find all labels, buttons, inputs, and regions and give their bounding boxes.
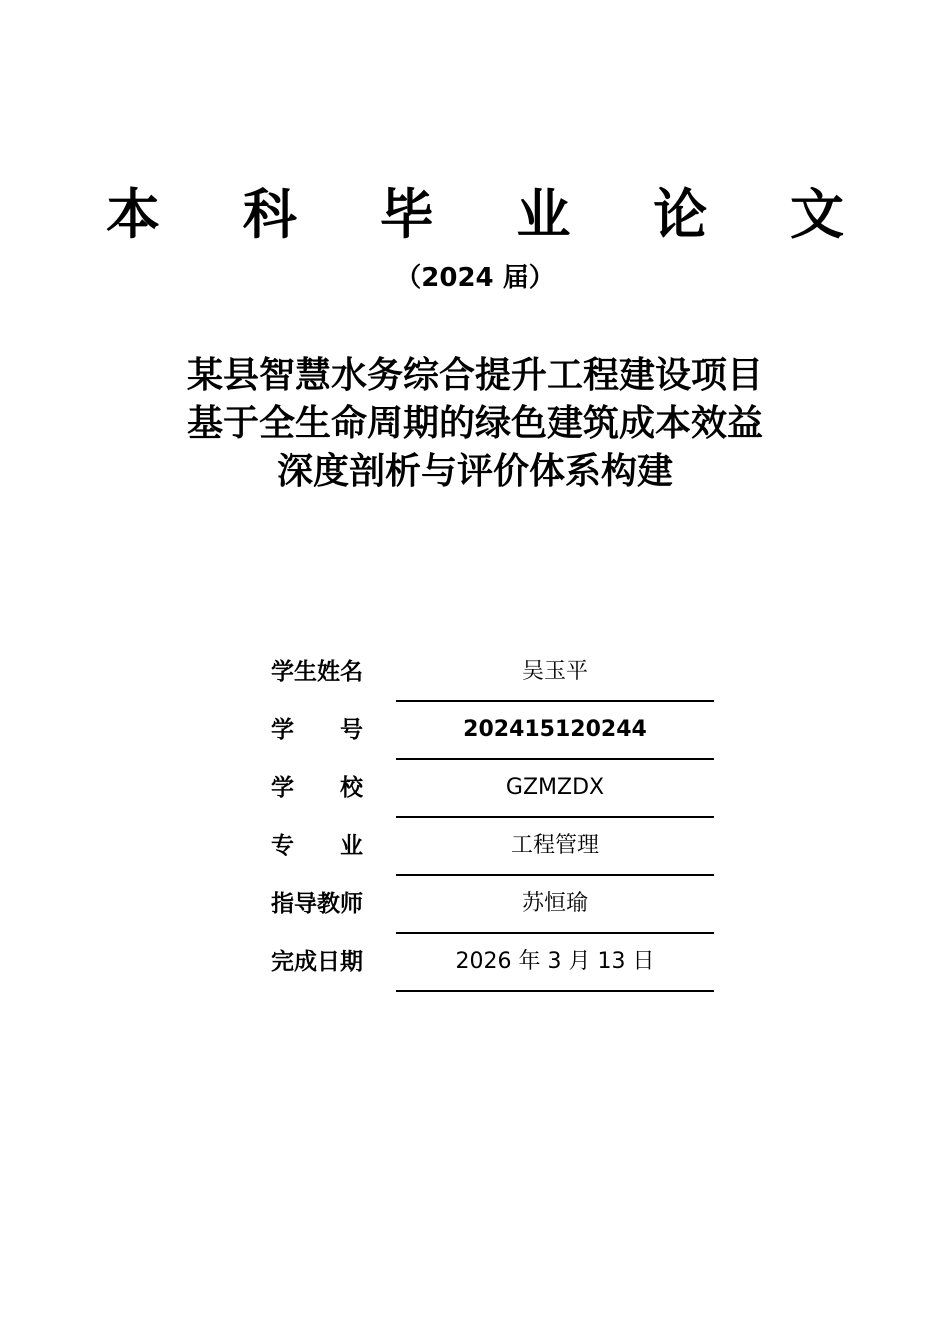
info-row-school [250,760,720,818]
thesis-title-line-3: 深度剖析与评价体系构建 [276,451,673,492]
student-name-value: 吴玉平 [396,652,714,702]
thesis-title [0,352,950,496]
student-id-value: 202415120244 [396,710,714,760]
school-label: 学 校 [271,775,363,801]
completion-date-label: 完成日期 [271,949,363,975]
info-row-student-id [250,702,720,760]
completion-date-value: 2026 年 3 月 13 日 [396,942,714,992]
student-id-label: 学 号 [271,717,363,743]
advisor-value: 苏恒瑜 [396,884,714,934]
advisor-label: 指导教师 [271,891,363,917]
info-row-major [250,818,720,876]
major-label: 专 业 [271,833,363,859]
info-row-advisor [250,876,720,934]
info-row-student-name [250,644,720,702]
student-name-label: 学生姓名 [271,659,363,685]
info-row-completion-date [250,934,720,992]
major-value: 工程管理 [396,826,714,876]
student-info-table [250,644,720,992]
thesis-title-line-1: 某县智慧水务综合提升工程建设项目 [186,355,763,396]
school-value: GZMZDX [396,768,714,818]
graduation-year: （2024 届） [395,263,555,293]
thesis-title-line-2: 基于全生命周期的绿色建筑成本效益 [186,403,763,444]
document-title: 本 科 毕 业 论 文 [106,183,876,246]
